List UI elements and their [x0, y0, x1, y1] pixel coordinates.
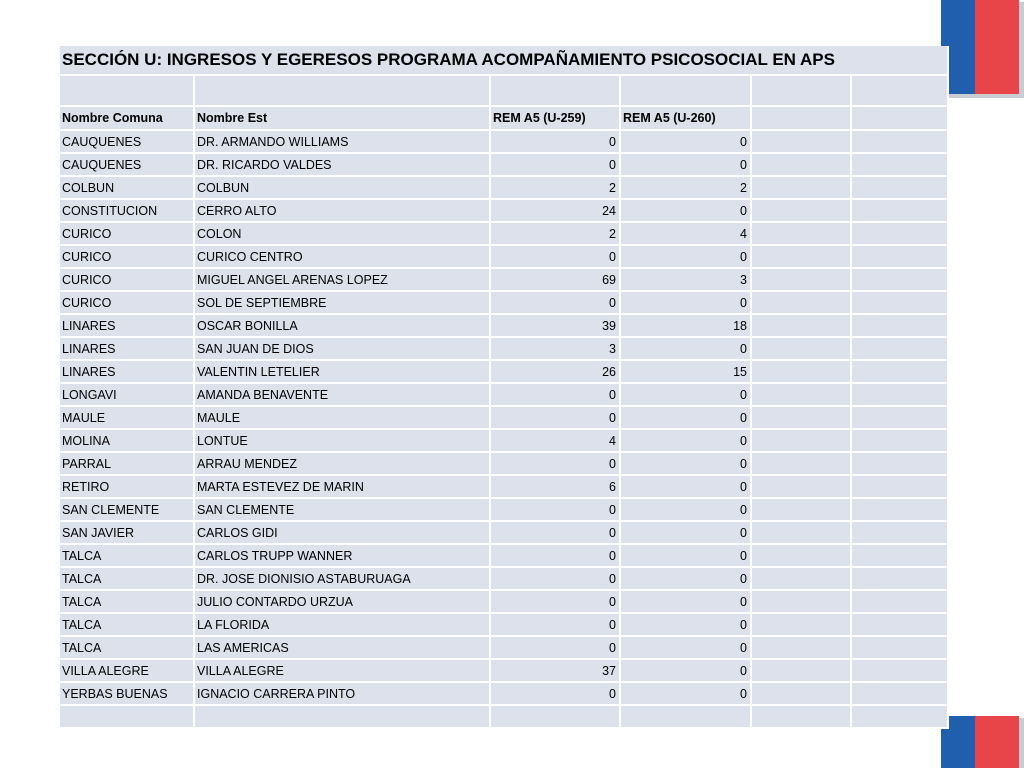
cell-u260: 0 — [620, 636, 751, 659]
empty-cell — [751, 199, 851, 222]
cell-u259: 69 — [490, 268, 620, 291]
cell-est: SOL DE SEPTIEMBRE — [194, 291, 490, 314]
cell-u260: 2 — [620, 176, 751, 199]
table-row — [60, 659, 948, 682]
cell-u259: 0 — [490, 636, 620, 659]
empty-cell — [751, 383, 851, 406]
empty-cell — [851, 291, 948, 314]
cell-u259: 0 — [490, 544, 620, 567]
empty-cell — [620, 705, 751, 728]
empty-cell — [851, 222, 948, 245]
cell-est: VALENTIN LETELIER — [194, 360, 490, 383]
empty-cell — [851, 245, 948, 268]
header-row — [60, 106, 948, 130]
empty-cell — [751, 314, 851, 337]
empty-cell — [751, 291, 851, 314]
cell-est: SAN JUAN DE DIOS — [194, 337, 490, 360]
cell-u260: 0 — [620, 199, 751, 222]
column-header-est: Nombre Est — [194, 106, 490, 130]
cell-comuna: CAUQUENES — [60, 153, 194, 176]
cell-comuna: LINARES — [60, 314, 194, 337]
table-row — [60, 360, 948, 383]
flag-red-stripe — [975, 716, 1019, 768]
cell-u260: 0 — [620, 659, 751, 682]
cell-u259: 0 — [490, 406, 620, 429]
table-row — [60, 199, 948, 222]
blank-row — [60, 705, 948, 728]
table-row — [60, 406, 948, 429]
empty-cell — [751, 176, 851, 199]
data-table — [60, 46, 949, 729]
table-row — [60, 452, 948, 475]
empty-cell — [751, 268, 851, 291]
cell-est: MIGUEL ANGEL ARENAS LOPEZ — [194, 268, 490, 291]
empty-cell — [751, 153, 851, 176]
empty-cell — [851, 360, 948, 383]
empty-cell — [751, 475, 851, 498]
empty-cell — [851, 268, 948, 291]
empty-cell — [751, 337, 851, 360]
cell-est: COLON — [194, 222, 490, 245]
empty-cell — [751, 452, 851, 475]
table-row — [60, 176, 948, 199]
cell-u259: 0 — [490, 567, 620, 590]
empty-cell — [751, 498, 851, 521]
cell-u260: 0 — [620, 429, 751, 452]
cell-est: LA FLORIDA — [194, 613, 490, 636]
cell-est: LAS AMERICAS — [194, 636, 490, 659]
cell-est: ARRAU MENDEZ — [194, 452, 490, 475]
cell-u260: 18 — [620, 314, 751, 337]
cell-est: AMANDA BENAVENTE — [194, 383, 490, 406]
empty-cell — [851, 314, 948, 337]
cell-comuna: LINARES — [60, 337, 194, 360]
table-row — [60, 636, 948, 659]
empty-cell — [851, 498, 948, 521]
empty-cell — [751, 590, 851, 613]
empty-cell — [851, 406, 948, 429]
table-row — [60, 590, 948, 613]
cell-u260: 0 — [620, 452, 751, 475]
empty-cell — [851, 199, 948, 222]
table-row — [60, 521, 948, 544]
empty-cell — [851, 521, 948, 544]
cell-comuna: TALCA — [60, 544, 194, 567]
cell-comuna: SAN CLEMENTE — [60, 498, 194, 521]
cell-u259: 0 — [490, 291, 620, 314]
cell-u260: 0 — [620, 613, 751, 636]
cell-u259: 0 — [490, 521, 620, 544]
empty-cell — [851, 153, 948, 176]
cell-est: COLBUN — [194, 176, 490, 199]
empty-cell — [751, 567, 851, 590]
cell-comuna: SAN JAVIER — [60, 521, 194, 544]
cell-u259: 0 — [490, 452, 620, 475]
table-row — [60, 245, 948, 268]
cell-u260: 0 — [620, 498, 751, 521]
empty-cell — [851, 705, 948, 728]
cell-u260: 0 — [620, 245, 751, 268]
cell-u259: 4 — [490, 429, 620, 452]
cell-comuna: CURICO — [60, 245, 194, 268]
cell-est: VILLA ALEGRE — [194, 659, 490, 682]
cell-u259: 0 — [490, 245, 620, 268]
cell-comuna: LINARES — [60, 360, 194, 383]
cell-u259: 0 — [490, 153, 620, 176]
cell-u260: 0 — [620, 406, 751, 429]
cell-u259: 2 — [490, 176, 620, 199]
cell-comuna: LONGAVI — [60, 383, 194, 406]
cell-u260: 0 — [620, 521, 751, 544]
empty-cell — [851, 475, 948, 498]
empty-cell — [851, 567, 948, 590]
table-row — [60, 268, 948, 291]
cell-u259: 39 — [490, 314, 620, 337]
empty-cell — [851, 613, 948, 636]
cell-est: MAULE — [194, 406, 490, 429]
cell-est: SAN CLEMENTE — [194, 498, 490, 521]
empty-cell — [851, 659, 948, 682]
empty-cell — [490, 705, 620, 728]
empty-cell — [851, 452, 948, 475]
table-row — [60, 314, 948, 337]
cell-u260: 3 — [620, 268, 751, 291]
empty-cell — [851, 636, 948, 659]
flag-red-stripe — [975, 0, 1019, 94]
table-row — [60, 475, 948, 498]
empty-cell — [851, 544, 948, 567]
empty-cell — [851, 130, 948, 153]
cell-est: JULIO CONTARDO URZUA — [194, 590, 490, 613]
empty-cell — [751, 360, 851, 383]
cell-comuna: MOLINA — [60, 429, 194, 452]
cell-u259: 2 — [490, 222, 620, 245]
empty-cell — [751, 222, 851, 245]
cell-u260: 0 — [620, 475, 751, 498]
empty-cell — [751, 705, 851, 728]
cell-comuna: TALCA — [60, 636, 194, 659]
empty-cell — [751, 659, 851, 682]
column-header-u259: REM A5 (U-259) — [490, 106, 620, 130]
cell-comuna: MAULE — [60, 406, 194, 429]
table-row — [60, 498, 948, 521]
cell-est: DR. JOSE DIONISIO ASTABURUAGA — [194, 567, 490, 590]
empty-cell — [751, 613, 851, 636]
empty-cell — [60, 705, 194, 728]
cell-u260: 0 — [620, 130, 751, 153]
cell-est: CARLOS TRUPP WANNER — [194, 544, 490, 567]
column-header-comuna: Nombre Comuna — [60, 106, 194, 130]
cell-u260: 0 — [620, 383, 751, 406]
table-row — [60, 567, 948, 590]
empty-cell — [751, 130, 851, 153]
cell-u260: 0 — [620, 544, 751, 567]
cell-u259: 0 — [490, 613, 620, 636]
cell-u260: 0 — [620, 567, 751, 590]
cell-comuna: CAUQUENES — [60, 130, 194, 153]
table-row — [60, 383, 948, 406]
table-row — [60, 291, 948, 314]
cell-est: IGNACIO CARRERA PINTO — [194, 682, 490, 705]
empty-cell — [851, 682, 948, 705]
cell-u260: 0 — [620, 153, 751, 176]
cell-comuna: YERBAS BUENAS — [60, 682, 194, 705]
cell-est: CERRO ALTO — [194, 199, 490, 222]
flag-decoration-bottom — [941, 716, 1024, 768]
cell-comuna: CURICO — [60, 291, 194, 314]
cell-u259: 0 — [490, 590, 620, 613]
empty-cell — [751, 544, 851, 567]
cell-comuna: PARRAL — [60, 452, 194, 475]
table-row — [60, 222, 948, 245]
cell-u260: 0 — [620, 337, 751, 360]
cell-comuna: COLBUN — [60, 176, 194, 199]
cell-comuna: RETIRO — [60, 475, 194, 498]
cell-est: DR. ARMANDO WILLIAMS — [194, 130, 490, 153]
cell-u259: 24 — [490, 199, 620, 222]
cell-est: DR. RICARDO VALDES — [194, 153, 490, 176]
empty-cell — [751, 429, 851, 452]
cell-est: LONTUE — [194, 429, 490, 452]
cell-u259: 26 — [490, 360, 620, 383]
cell-comuna: TALCA — [60, 590, 194, 613]
empty-cell — [851, 383, 948, 406]
cell-u259: 0 — [490, 682, 620, 705]
empty-cell — [751, 682, 851, 705]
cell-comuna: TALCA — [60, 613, 194, 636]
empty-cell — [194, 705, 490, 728]
title-row — [60, 46, 948, 75]
table-row — [60, 130, 948, 153]
cell-u259: 0 — [490, 498, 620, 521]
cell-u259: 6 — [490, 475, 620, 498]
cell-u260: 0 — [620, 682, 751, 705]
empty-cell — [751, 245, 851, 268]
cell-est: CURICO CENTRO — [194, 245, 490, 268]
table-row — [60, 153, 948, 176]
cell-u260: 0 — [620, 590, 751, 613]
empty-cell — [751, 521, 851, 544]
cell-u259: 3 — [490, 337, 620, 360]
empty-cell — [851, 590, 948, 613]
empty-cell — [851, 176, 948, 199]
table-row — [60, 544, 948, 567]
column-header-u260: REM A5 (U-260) — [620, 106, 751, 130]
empty-cell — [751, 636, 851, 659]
table-row — [60, 613, 948, 636]
cell-comuna: TALCA — [60, 567, 194, 590]
cell-comuna: CURICO — [60, 222, 194, 245]
cell-u259: 0 — [490, 130, 620, 153]
table-row — [60, 429, 948, 452]
table-row — [60, 337, 948, 360]
empty-cell — [851, 337, 948, 360]
cell-est: OSCAR BONILLA — [194, 314, 490, 337]
page-title: SECCIÓN U: INGRESOS Y EGERESOS PROGRAMA ACOMPAÑAMIENTO PSICOSOCIAL EN APS — [60, 46, 948, 75]
cell-u260: 15 — [620, 360, 751, 383]
cell-comuna: CURICO — [60, 268, 194, 291]
empty-cell — [851, 429, 948, 452]
empty-cell — [751, 406, 851, 429]
cell-est: MARTA ESTEVEZ DE MARIN — [194, 475, 490, 498]
cell-u260: 4 — [620, 222, 751, 245]
table-row — [60, 682, 948, 705]
blank-row — [60, 75, 948, 106]
cell-comuna: VILLA ALEGRE — [60, 659, 194, 682]
cell-u259: 37 — [490, 659, 620, 682]
cell-est: CARLOS GIDI — [194, 521, 490, 544]
flag-decoration-top — [941, 0, 1024, 98]
cell-u259: 0 — [490, 383, 620, 406]
cell-comuna: CONSTITUCION — [60, 199, 194, 222]
cell-u260: 0 — [620, 291, 751, 314]
